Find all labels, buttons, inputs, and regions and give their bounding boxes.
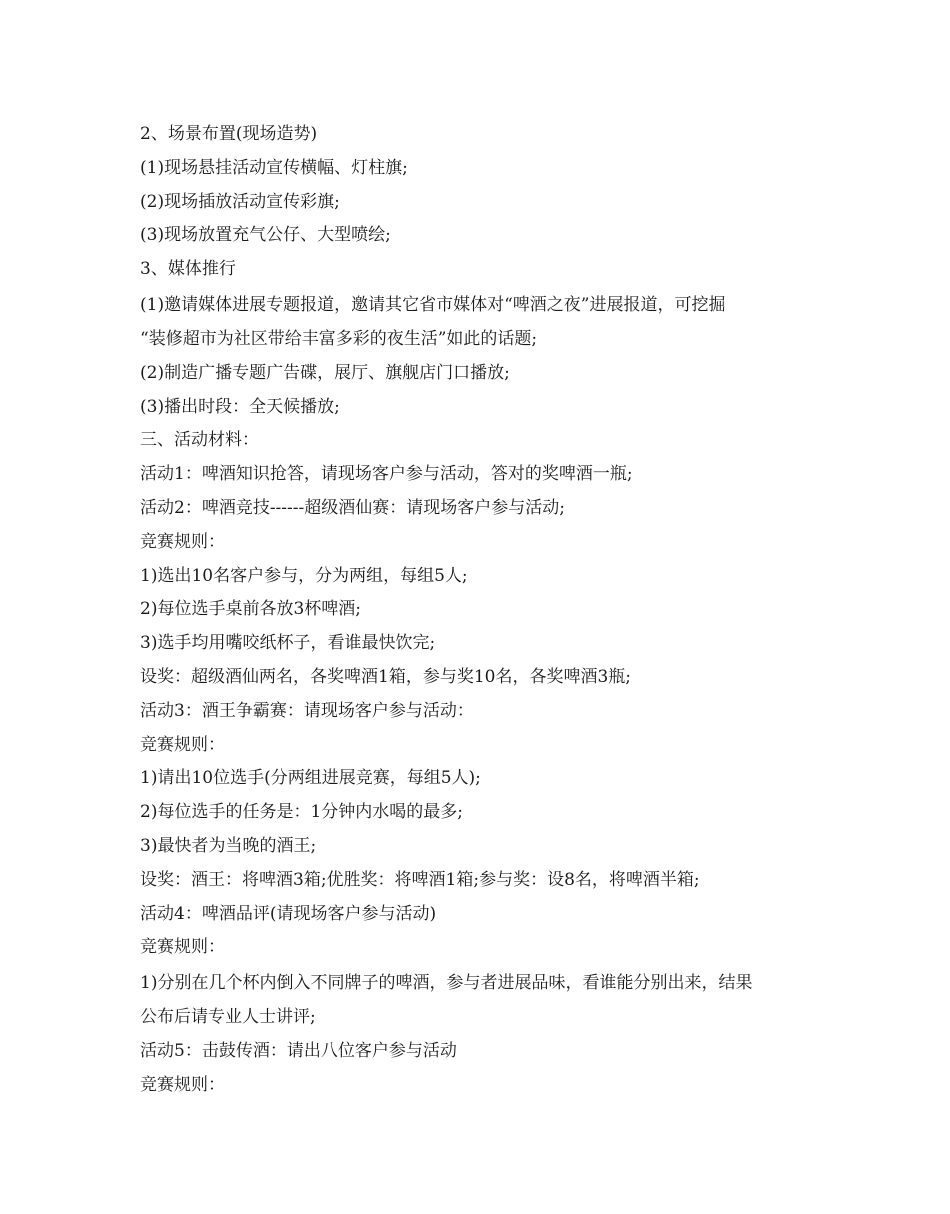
text-line: 3)最快者为当晚的酒王; [140, 835, 317, 856]
section-heading-media: 3、媒体推行 [140, 259, 236, 280]
text-line: 1)选出10名客户参与，分为两组，每组5人; [140, 565, 468, 586]
text-line: 竞赛规则： [140, 531, 225, 552]
text-line: 活动2：啤酒竞技------超级酒仙赛：请现场客户参与活动; [140, 497, 566, 518]
text-line: 活动1：啤酒知识抢答，请现场客户参与活动，答对的奖啤酒一瓶; [140, 464, 633, 485]
text-line: 设奖：超级酒仙两名，各奖啤酒1箱，参与奖10名，各奖啤酒3瓶; [140, 666, 631, 687]
section-heading-materials: 三、活动材料： [140, 430, 259, 451]
text-line: (2)现场插放活动宣传彩旗; [140, 191, 340, 212]
text-line: 1)请出10位选手(分两组进展竞赛，每组5人); [140, 768, 481, 789]
text-line: 1)分别在几个杯内倒入不同牌子的啤酒，参与者进展品味，看谁能分别出来，结果 [140, 973, 753, 994]
text-line: 活动4：啤酒品评(请现场客户参与活动) [140, 903, 437, 924]
text-line: 3)选手均用嘴咬纸杯子，看谁最快饮完; [140, 633, 436, 654]
text-line: 竞赛规则： [140, 937, 225, 958]
text-line: 2)每位选手桌前各放3杯啤酒; [140, 599, 361, 620]
text-line: (2)制造广播专题广告碟，展厅、旗舰店门口播放; [140, 362, 510, 383]
text-line: (1)邀请媒体进展专题报道，邀请其它省市媒体对“啤酒之夜”进展报道，可挖掘 [140, 294, 726, 315]
section-heading-scene-setup: 2、场景布置(现场造势) [140, 124, 318, 144]
text-line: 活动5：击鼓传酒：请出八位客户参与活动 [140, 1040, 457, 1061]
text-line: “装修超市为社区带给丰富多彩的夜生活”如此的话题; [140, 328, 538, 349]
text-line: 活动3：酒王争霸赛：请现场客户参与活动： [140, 700, 474, 721]
text-line: 设奖：酒王：将啤酒3箱;优胜奖：将啤酒1箱;参与奖：设8名，将啤酒半箱; [140, 869, 700, 890]
text-line: (1)现场悬挂活动宣传横幅、灯柱旗; [140, 157, 408, 178]
document-body [140, 118, 830, 1103]
text-line: 公布后请专业人士讲评; [140, 1007, 316, 1028]
text-line: 竞赛规则： [140, 734, 225, 755]
text-line: (3)现场放置充气公仔、大型喷绘; [140, 225, 391, 246]
text-line: 竞赛规则： [140, 1074, 225, 1095]
text-line: 2)每位选手的任务是：1分钟内水喝的最多; [140, 802, 463, 823]
text-line: (3)播出时段：全天候播放; [140, 396, 340, 417]
